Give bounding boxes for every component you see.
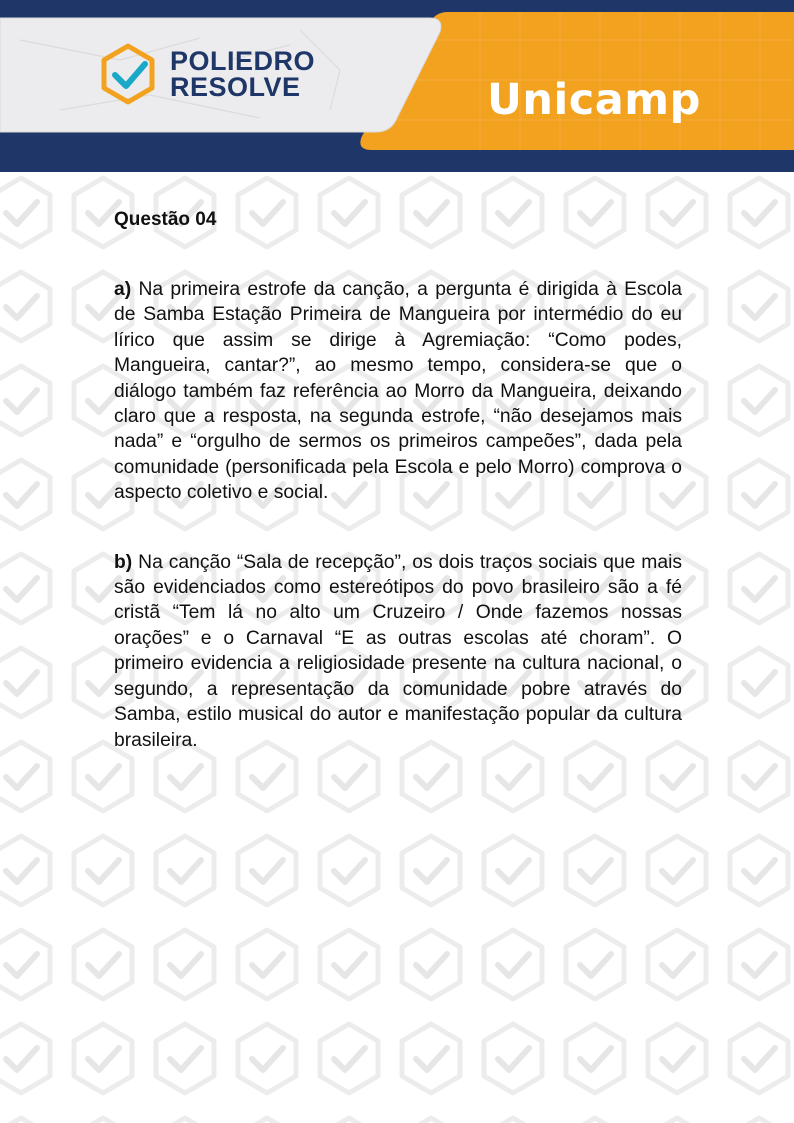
answer-a-letter: a) (114, 279, 132, 300)
brand-line-1: POLIEDRO (170, 46, 316, 76)
answer-b (114, 550, 682, 753)
brand-logo-text (170, 48, 315, 100)
answer-a (114, 277, 682, 506)
answer-a-text: Na primeira estrofe da canção, a pergunta é dirigida à Escola de Samba Estação Primeira de Mangueira por intermédio do eu lírico que assim se dirige à Agremiação: “Como podes, Mangueira, cantar?”, ao mesmo tempo, considera-se que o diálogo também faz referência ao Morro da Mangueira, deixando claro que a resposta, na segunda estrofe, “não desejamos mais nada” e “orgulho de sermos os primeiros campeões”, dada pela comunidade (personificada pela Escola e pelo Morro) comprova o aspecto coletivo e social. (114, 279, 683, 504)
exam-title: Unicamp (487, 75, 701, 125)
question-content (114, 207, 682, 797)
header-banner (0, 0, 794, 172)
brand-line-2: RESOLVE (170, 72, 301, 102)
answer-b-text: Na canção “Sala de recepção”, os dois traços sociais que mais são evidenciados como estereótipos do povo brasileiro são a fé cristã “Tem lá no alto um Cruzeiro / Onde fazemos nossas orações” e o Carnaval “E as outras escolas até choram”. O primeiro evidencia a religiosidade presente na cultura nacional, o segundo, a representação da comunidade pobre através do Samba, estilo musical do autor e manifestação popular da cultura brasileira. (114, 551, 682, 751)
question-title: Questão 04 (114, 209, 217, 230)
answer-b-letter: b) (114, 551, 133, 573)
